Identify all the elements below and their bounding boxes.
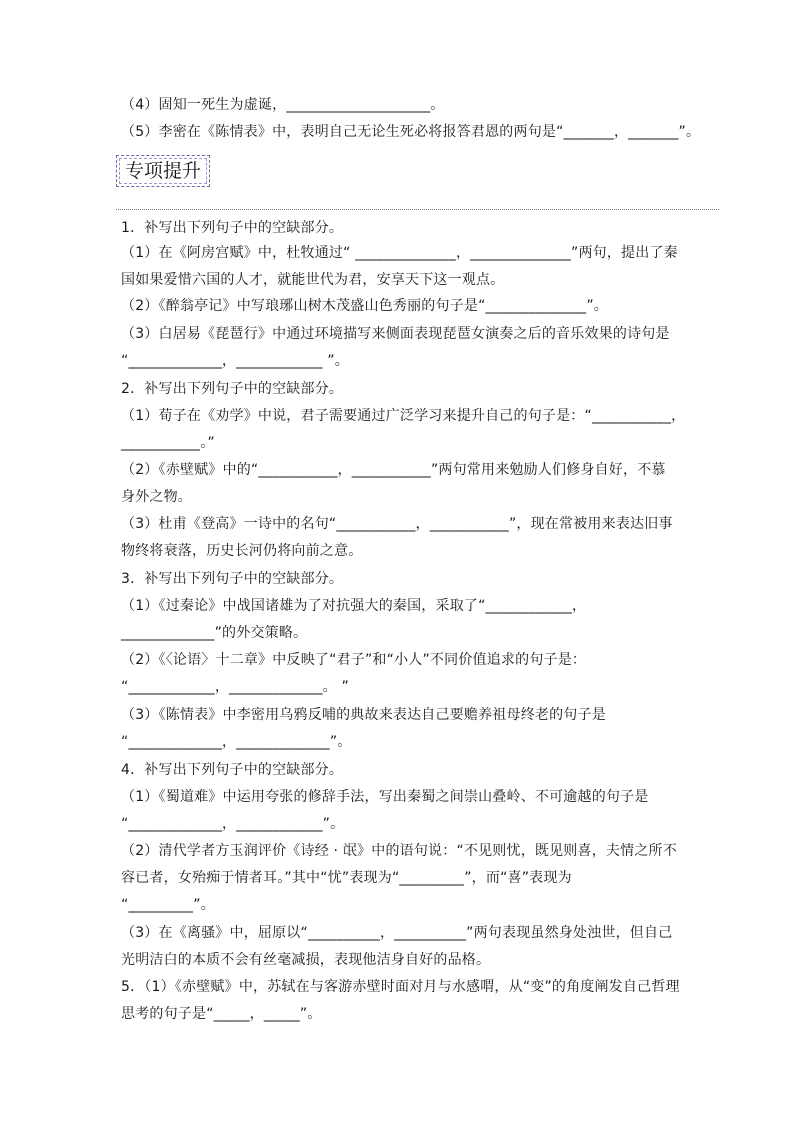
text-line: （2）《〈论语〉十二章》中反映了“君子”和“小人”不同价值追求的句子是： [121, 652, 587, 668]
text-line: （3）《陈情表》中李密用乌鸦反哺的典故来表达自己要赡养祖母终老的句子是 [121, 707, 606, 723]
text-line: “_____________，_____________”。 [121, 734, 352, 750]
text-line: ___________。” [121, 435, 215, 451]
text-line: “_____________，____________”。 [121, 816, 345, 832]
text-line: 容已者，女殆痴于情者耳。”其中“忧”表现为“_________”，而“喜”表现为 [121, 870, 572, 886]
text-line: （1）《蜀道难》中运用夸张的修辞手法，写出秦蜀之间崇山叠岭、不可逾越的句子是 [121, 789, 649, 805]
text-line: 光明洁白的本质不会有丝毫减损，表现他洁身自好的品格。 [121, 952, 491, 968]
text-line: 思考的句子是“_____，_____”。 [121, 1006, 322, 1022]
dotted-divider [116, 209, 719, 210]
text-line: _____________”的外交策略。 [121, 625, 308, 641]
text-line: 国如果爱惜六国的人才，就能世代为君，安享天下这一观点。 [121, 272, 505, 288]
text-line: （2）清代学者方玉润评价《诗经 · 氓》中的语句说：“不见则忧，既见则喜，夫情之所不 [121, 843, 677, 859]
question-heading: 2．补写出下列句子中的空缺部分。 [121, 381, 344, 397]
text-line: “_____________，____________ ”。 [121, 353, 349, 369]
text-line: （2）《赤壁赋》中的“___________，___________”两句常用来勉励人们修身自好，不慕 [121, 462, 666, 478]
question-heading: 1．补写出下列句子中的空缺部分。 [121, 220, 344, 236]
text-line: “____________，_____________。 ” [121, 679, 349, 695]
text-line: （4）固知一死生为虚诞，____________________。 [121, 97, 445, 113]
question-heading: 4．补写出下列句子中的空缺部分。 [121, 762, 344, 778]
text-line: （3）在《离骚》中，屈原以“__________，__________”两句表现虽然身处浊世，但自己 [121, 925, 673, 941]
section-heading-box [116, 155, 210, 187]
question-heading: 3．补写出下列句子中的空缺部分。 [121, 571, 344, 587]
section-title: 专项提升 [125, 160, 202, 182]
text-line: （1）在《阿房宫赋》中，杜牧通过“ ______________，______________”两句，提出了秦 [121, 245, 678, 261]
question-heading: 5．（1）《赤壁赋》中，苏轼在与客游赤壁时面对月与水感喟，从“变”的角度阐发自己哲理 [121, 979, 680, 995]
text-line: （3）杜甫《登高》一诗中的名句“___________，___________”，现在常被用来表达旧事 [121, 516, 673, 532]
text-line: 身外之物。 [121, 489, 192, 505]
text-line: “_________”。 [121, 897, 215, 913]
text-line: 物终将衰落，历史长河仍将向前之意。 [121, 543, 363, 559]
text-line: （3）白居易《琵琶行》中通过环境描写来侧面表现琵琶女演奏之后的音乐效果的诗句是 [121, 326, 670, 342]
text-line: （1）荀子在《劝学》中说，君子需要通过广泛学习来提升自己的句子是：“___________， [121, 408, 686, 424]
text-line: （1）《过秦论》中战国诸雄为了对抗强大的秦国，采取了“____________， [121, 598, 587, 614]
text-line: （2）《醉翁亭记》中写琅琊山树木茂盛山色秀丽的句子是“______________”。 [121, 298, 609, 314]
text-line: （5）李密在《陈情表》中，表明自己无论生死必将报答君恩的两句是“_______，_______”。 [121, 124, 701, 140]
